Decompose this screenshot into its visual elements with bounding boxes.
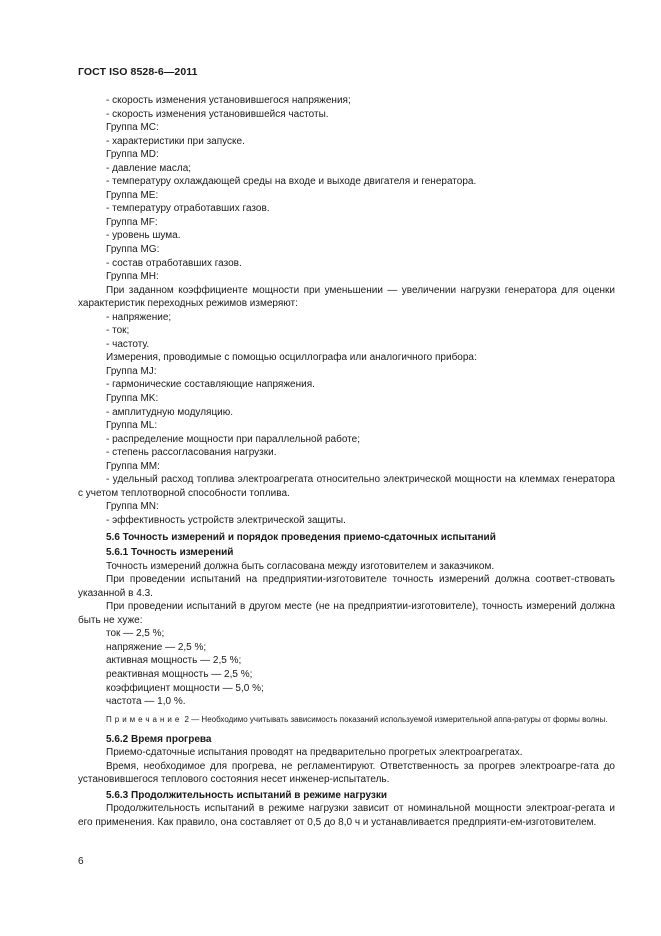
text-line: Группа MJ:: [106, 365, 157, 377]
text-line: - уровень шума.: [106, 230, 181, 242]
text-line: реактивная мощность — 2,5 %;: [106, 668, 253, 680]
text-line: Группа MG:: [106, 244, 160, 256]
text-line: Измерения, проводимые с помощью осциллографа или аналогичного прибора:: [106, 352, 477, 364]
text-line: ток — 2,5 %;: [106, 628, 165, 640]
text-line: Группа MK:: [106, 393, 159, 405]
text-line: Группа MN:: [106, 501, 159, 513]
text-line: Точность измерений должна быть согласована между изготовителем и заказчиком.: [106, 560, 495, 572]
text-line: Группа MH:: [106, 271, 159, 283]
text-line: Группа ML:: [106, 420, 158, 432]
text-line: - ток;: [106, 325, 130, 337]
text-line: При заданном коэффициенте мощности при уменьшении — увеличении нагрузки генератора для оценки характеристик переходных режимов измеряют:: [78, 284, 615, 310]
text-line: - состав отработавших газов.: [106, 257, 242, 269]
note-paragraph: [78, 713, 615, 726]
text-line: - скорость изменения установившейся частоты.: [106, 108, 329, 120]
note-text: 2 — Необходимо учитывать зависимость показаний используемой измерительной аппа-ратуры от формы волны.: [182, 714, 608, 724]
text-line: Группа MM:: [106, 460, 160, 472]
section-heading: 5.6 Точность измерений и порядок проведения приемо-сдаточных испытаний: [106, 531, 496, 543]
text-line: Время, необходимое для прогрева, не регламентируют. Ответственность за прогрев электроагре-гата до установившегося теплового состояния несет инженер-испытатель.: [78, 760, 615, 786]
text-line: - гармонические составляющие напряжения.: [106, 379, 315, 391]
text-line: - частоту.: [106, 338, 150, 350]
text-line: - удельный расход топлива электроагрегата относительно электрической мощности на клеммах генератора с учетом теплотворной способности топлива.: [78, 474, 615, 499]
text-line: - скорость изменения установившегося напряжения;: [106, 95, 351, 106]
text-line: - напряжение;: [106, 311, 172, 323]
text-line: Продолжительность испытаний в режиме нагрузки зависит от номинальной мощности электроаг-регата и его применения. Как правило, она составляет от 0,5 до 8,0 ч и устанавливается предприяти-ем-изготовителем.: [78, 803, 615, 828]
text-line: коэффициент мощности — 5,0 %;: [106, 682, 264, 694]
text-line: частота — 1,0 %.: [106, 696, 186, 708]
text-line: - температуру охлаждающей среды на входе и выходе двигателя и генератора.: [106, 176, 477, 188]
document-body: [78, 94, 615, 829]
text-line: - эффективность устройств электрической защиты.: [106, 514, 346, 526]
text-line: При проведении испытаний в другом месте (не на предприятии-изготовителе), точность измерений должна быть не хуже:: [78, 601, 615, 626]
text-line: Группа MF:: [106, 216, 158, 228]
text-line: - степень рассогласования нагрузки.: [106, 447, 277, 459]
text-line: - характеристики при запуске.: [106, 135, 245, 147]
section-heading: 5.6.1 Точность измерений: [106, 547, 234, 559]
text-line: - температуру отработавших газов.: [106, 203, 270, 215]
text-line: - распределение мощности при параллельной работе;: [106, 433, 360, 445]
text-line: - амплитудную модуляцию.: [106, 406, 234, 418]
text-line: активная мощность — 2,5 %;: [106, 655, 242, 667]
text-line: Группа MC:: [106, 122, 159, 134]
page-number: 6: [78, 856, 84, 867]
text-line: Группа ME:: [106, 189, 159, 201]
document-header: ГОСТ ISO 8528-6—2011: [78, 66, 198, 78]
section-heading: 5.6.2 Время прогрева: [106, 733, 212, 745]
text-line: напряжение — 2,5 %;: [106, 641, 207, 653]
text-line: - давление масла;: [106, 162, 192, 174]
text-line: Приемо-сдаточные испытания проводят на предварительно прогретых электроагрегатах.: [106, 747, 523, 759]
note-label: Примечание: [106, 714, 183, 724]
text-line: Группа MD:: [106, 149, 159, 161]
section-heading: 5.6.3 Продолжительность испытаний в режиме нагрузки: [106, 789, 388, 801]
text-line: При проведении испытаний на предприятии-изготовителе точность измерений должна соответ-ствовать указанной в 4.3.: [78, 574, 615, 599]
